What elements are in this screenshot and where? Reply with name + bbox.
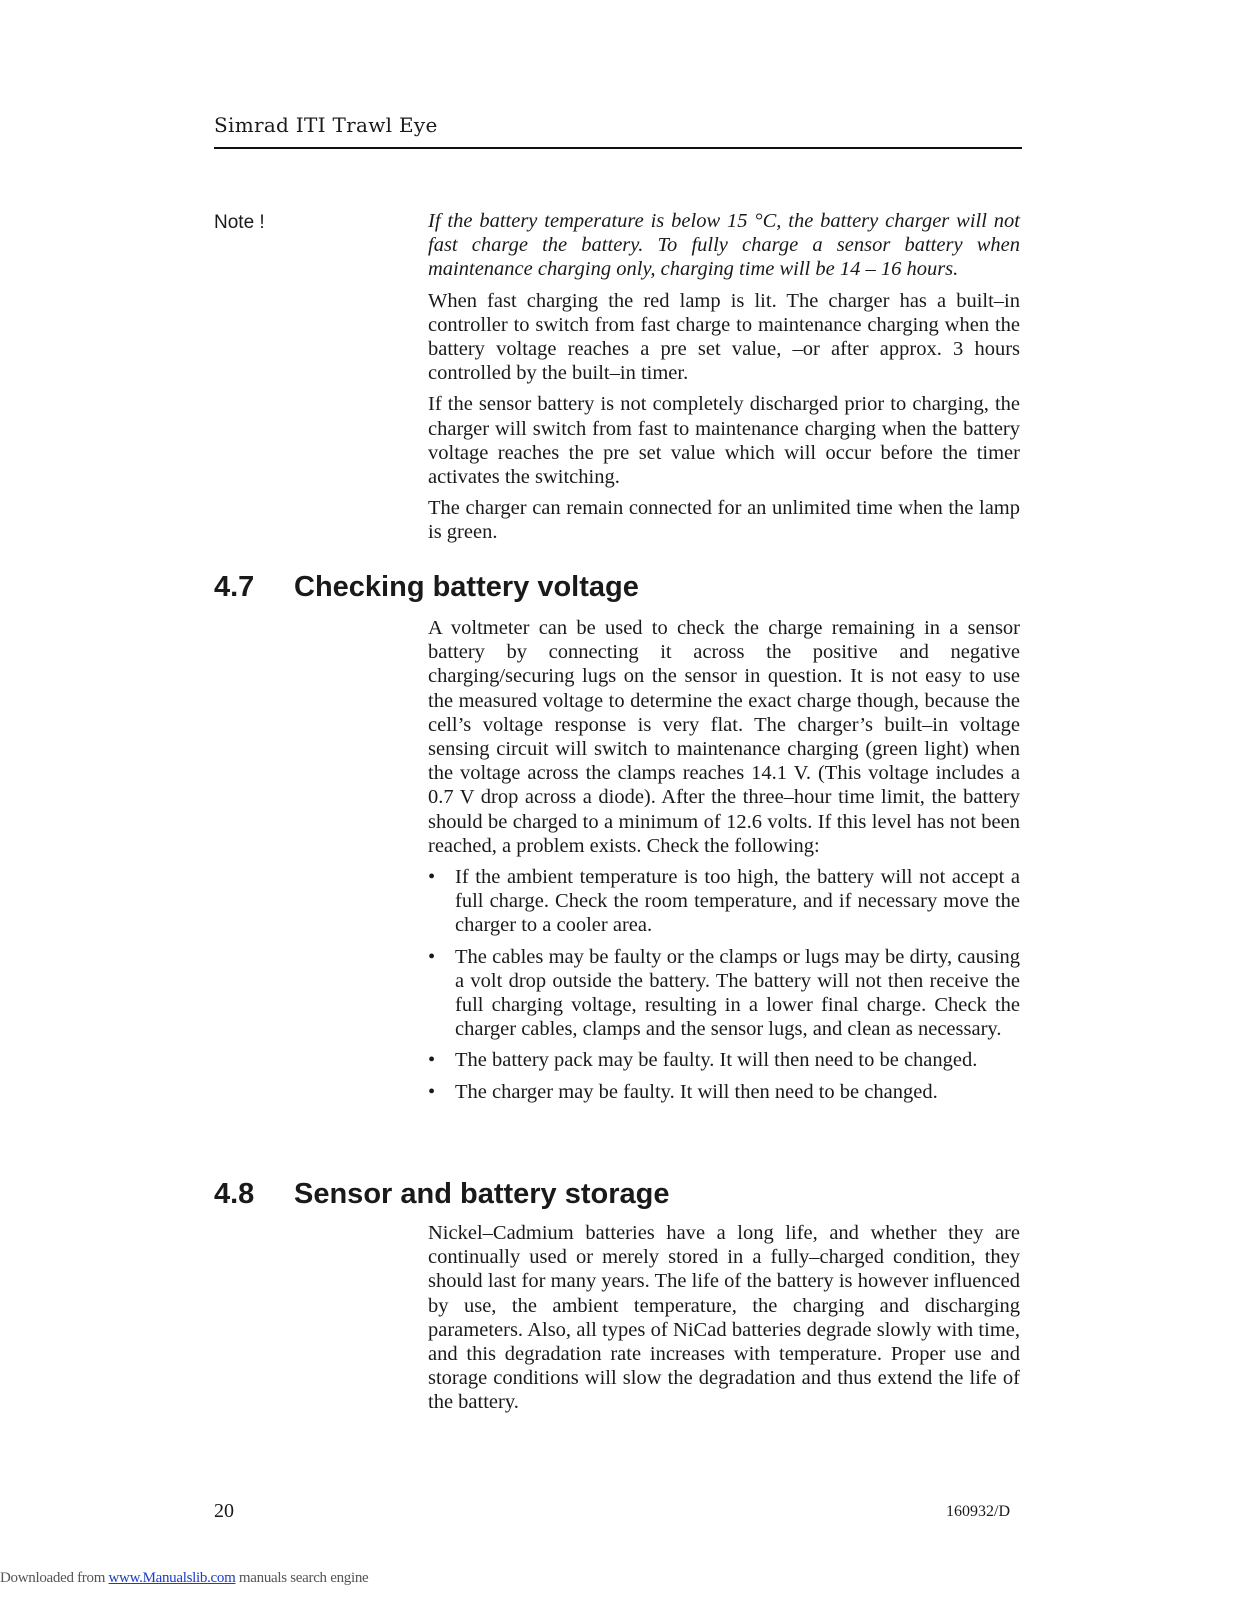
bullet-icon: • (428, 866, 436, 889)
watermark-prefix: Downloaded from (0, 1570, 109, 1586)
section-heading-4-7 (214, 571, 639, 604)
paragraph: The charger can remain connected for an unlimited time when the lamp is green. (428, 497, 1020, 544)
list-item-text: The battery pack may be faulty. It will then need to be changed. (455, 1049, 978, 1072)
note-label: Note ! (214, 212, 265, 233)
bullet-icon: • (428, 1049, 436, 1072)
paragraph: When fast charging the red lamp is lit. The charger has a built–in controller to switch from fast charge to maintenance charging when the battery voltage reaches a pre set value, –or after approx. 3 hours controlled by the built–in timer. (428, 289, 1020, 385)
bullet-icon: • (428, 1080, 436, 1103)
bullet-list (428, 865, 1020, 1104)
list-item (428, 1080, 1020, 1104)
list-item-text: The cables may be faulty or the clamps or lugs may be dirty, causing a volt drop outside the battery. The battery will not then receive the full charging voltage, resulting in a lower final charge. Check the charger cables, clamps and the sensor lugs, and clean as necessary. (455, 945, 1020, 1041)
manualslib-link[interactable]: www.Manualslib.com (108, 1570, 236, 1586)
list-item (428, 1048, 1020, 1072)
download-watermark (0, 1570, 368, 1587)
list-item-text: If the ambient temperature is too high, the battery will not accept a full charge. Check the room temperature, and if necessary move the charger to a cooler area. (455, 866, 1020, 937)
intro-text-block (428, 209, 1020, 552)
section-number: 4.7 (214, 571, 255, 603)
section-4-8-body (428, 1221, 1020, 1422)
watermark-suffix: manuals search engine (235, 1570, 369, 1586)
list-item (428, 945, 1020, 1042)
list-item (428, 865, 1020, 938)
section-4-7-body (428, 616, 1020, 1111)
section-heading-4-8 (214, 1178, 670, 1211)
paragraph: Nickel–Cadmium batteries have a long life, and whether they are continually used or merely stored in a fully–charged condition, they should last for many years. The life of the battery is however influenced by use, the ambient temperature, the charging and discharging parameters. Also, all types of NiCad batteries degrade slowly with time, and this degradation rate increases with temperature. Proper use and storage conditions will slow the degradation and thus extend the life of the battery. (428, 1222, 1020, 1414)
section-number: 4.8 (214, 1178, 255, 1210)
bullet-icon: • (428, 945, 436, 968)
page-number: 20 (214, 1500, 234, 1522)
paragraph: A voltmeter can be used to check the charge remaining in a sensor battery by connecting it across the positive and negative charging/securing lugs on the sensor in question. It is not easy to use the measured voltage to determine the exact charge though, because the cell’s voltage response is very flat. The charger’s built–in voltage sensing circuit will switch to maintenance charging (green light) when the voltage across the clamps reaches 14.1 V. (This voltage includes a 0.7 V drop across a diode). After the three–hour time limit, the battery should be charged to a minimum of 12.6 volts. If this level has not been reached, a problem exists. Check the following: (428, 617, 1020, 857)
section-title: Sensor and battery storage (294, 1178, 670, 1210)
running-header: Simrad ITI Trawl Eye (214, 113, 1022, 149)
section-title: Checking battery voltage (294, 571, 639, 603)
note-text: If the battery temperature is below 15 °C, the battery charger will not fast charge the battery. To fully charge a sensor battery when maintenance charging only, charging time will be 14 – 16 hours. (428, 210, 1020, 281)
document-number: 160932/D (946, 1503, 1010, 1520)
list-item-text: The charger may be faulty. It will then need to be changed. (455, 1080, 938, 1103)
paragraph: If the sensor battery is not completely discharged prior to charging, the charger will switch from fast to maintenance charging when the battery voltage reaches the pre set value which will occur before the timer activates the switching. (428, 393, 1020, 489)
